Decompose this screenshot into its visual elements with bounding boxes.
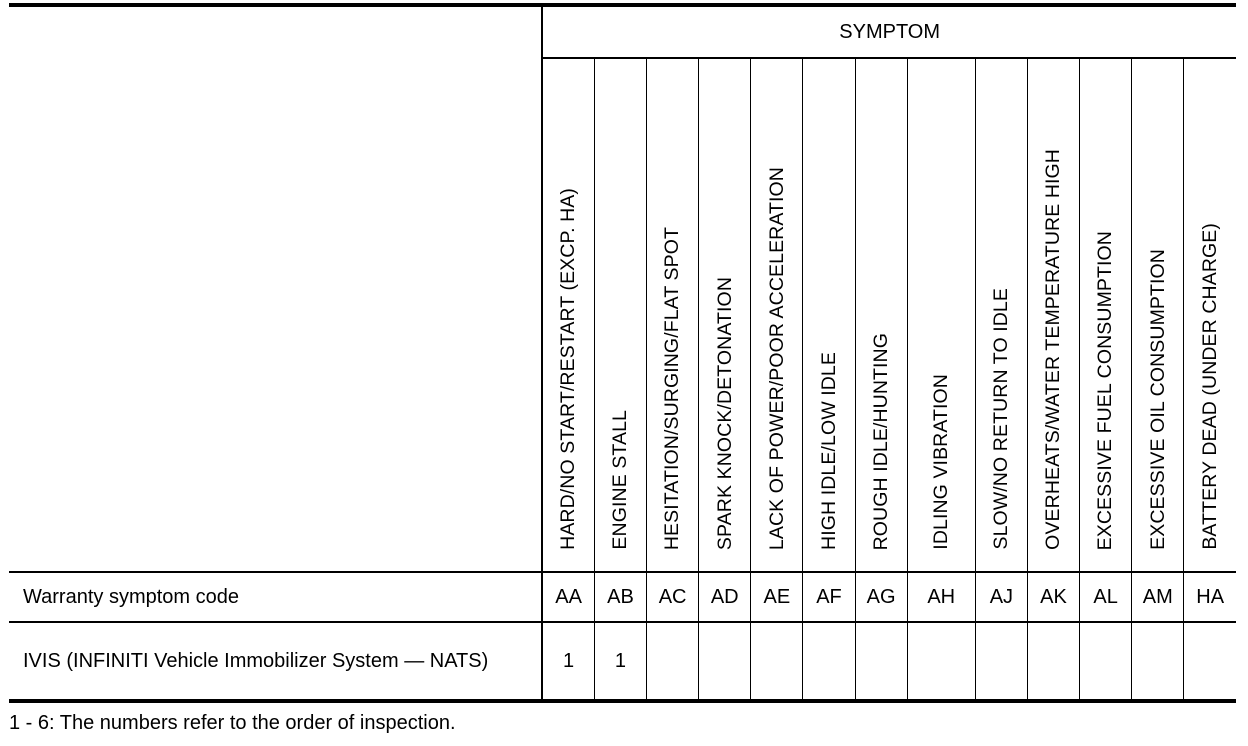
symptom-name: EXCESSIVE OIL CONSUMPTION: [1146, 249, 1169, 550]
warranty-code-cell: AE: [751, 572, 803, 622]
inspection-order-cell: 1: [594, 622, 646, 701]
symptom-name: SPARK KNOCK/DETONATION: [713, 276, 736, 550]
symptom-name: SLOW/NO RETURN TO IDLE: [990, 288, 1013, 550]
warranty-code-cell: AJ: [975, 572, 1027, 622]
symptom-col-header: [907, 58, 975, 572]
inspection-order-cell: [1184, 622, 1236, 701]
inspection-order-cell: [1132, 622, 1184, 701]
warranty-code-label: Warranty symptom code: [9, 572, 542, 622]
symptom-col-header: [1027, 58, 1079, 572]
warranty-code-cell: AG: [855, 572, 907, 622]
symptom-col-header: [803, 58, 855, 572]
warranty-code-cell: AD: [699, 572, 751, 622]
inspection-order-cell: [975, 622, 1027, 701]
symptom-name: ROUGH IDLE/HUNTING: [869, 332, 892, 550]
warranty-code-cell: AC: [647, 572, 699, 622]
symptom-name: OVERHEATS/WATER TEMPERATURE HIGH: [1042, 149, 1065, 550]
warranty-code-row: [9, 572, 1236, 622]
symptom-col-header: [594, 58, 646, 572]
symptom-col-header: [542, 58, 594, 572]
inspection-order-cell: [1027, 622, 1079, 701]
warranty-code-cell: AA: [542, 572, 594, 622]
symptom-name: IDLING VIBRATION: [930, 374, 953, 550]
warranty-code-cell: HA: [1184, 572, 1236, 622]
warranty-code-cell: AK: [1027, 572, 1079, 622]
footnote: 1 - 6: The numbers refer to the order of inspection.: [9, 712, 456, 734]
symptom-name: ENGINE STALL: [609, 410, 632, 550]
symptom-name: BATTERY DEAD (UNDER CHARGE): [1198, 223, 1221, 550]
inspection-order-cell: [647, 622, 699, 701]
inspection-order-cell: [907, 622, 975, 701]
symptom-col-header: [975, 58, 1027, 572]
inspection-order-cell: [1080, 622, 1132, 701]
symptom-group-header: SYMPTOM: [542, 5, 1236, 58]
warranty-code-cell: AF: [803, 572, 855, 622]
inspection-order-cell: 1: [542, 622, 594, 701]
symptom-col-header: [1132, 58, 1184, 572]
inspection-order-cell: [803, 622, 855, 701]
symptom-matrix: [9, 3, 1236, 703]
symptom-col-header: [855, 58, 907, 572]
symptom-name: LACK OF POWER/POOR ACCELERATION: [765, 166, 788, 550]
symptom-table: [9, 3, 1236, 703]
corner-cell: [9, 5, 542, 572]
symptom-col-header: [647, 58, 699, 572]
warranty-code-cell: AH: [907, 572, 975, 622]
ivis-label: IVIS (INFINITI Vehicle Immobilizer System — NATS): [9, 622, 542, 701]
warranty-code-cell: AL: [1080, 572, 1132, 622]
warranty-code-cell: AB: [594, 572, 646, 622]
symptom-name: EXCESSIVE FUEL CONSUMPTION: [1094, 230, 1117, 550]
symptom-name: HIGH IDLE/LOW IDLE: [817, 352, 840, 550]
symptom-col-header: [1080, 58, 1132, 572]
symptom-name: HESITATION/SURGING/FLAT SPOT: [661, 226, 684, 550]
ivis-row: [9, 622, 1236, 701]
symptom-col-header: [699, 58, 751, 572]
inspection-order-cell: [855, 622, 907, 701]
symptom-group-row: [9, 5, 1236, 58]
symptom-name: HARD/NO START/RESTART (EXCP. HA): [557, 188, 580, 550]
inspection-order-cell: [751, 622, 803, 701]
symptom-col-header: [1184, 58, 1236, 572]
inspection-order-cell: [699, 622, 751, 701]
warranty-code-cell: AM: [1132, 572, 1184, 622]
symptom-col-header: [751, 58, 803, 572]
